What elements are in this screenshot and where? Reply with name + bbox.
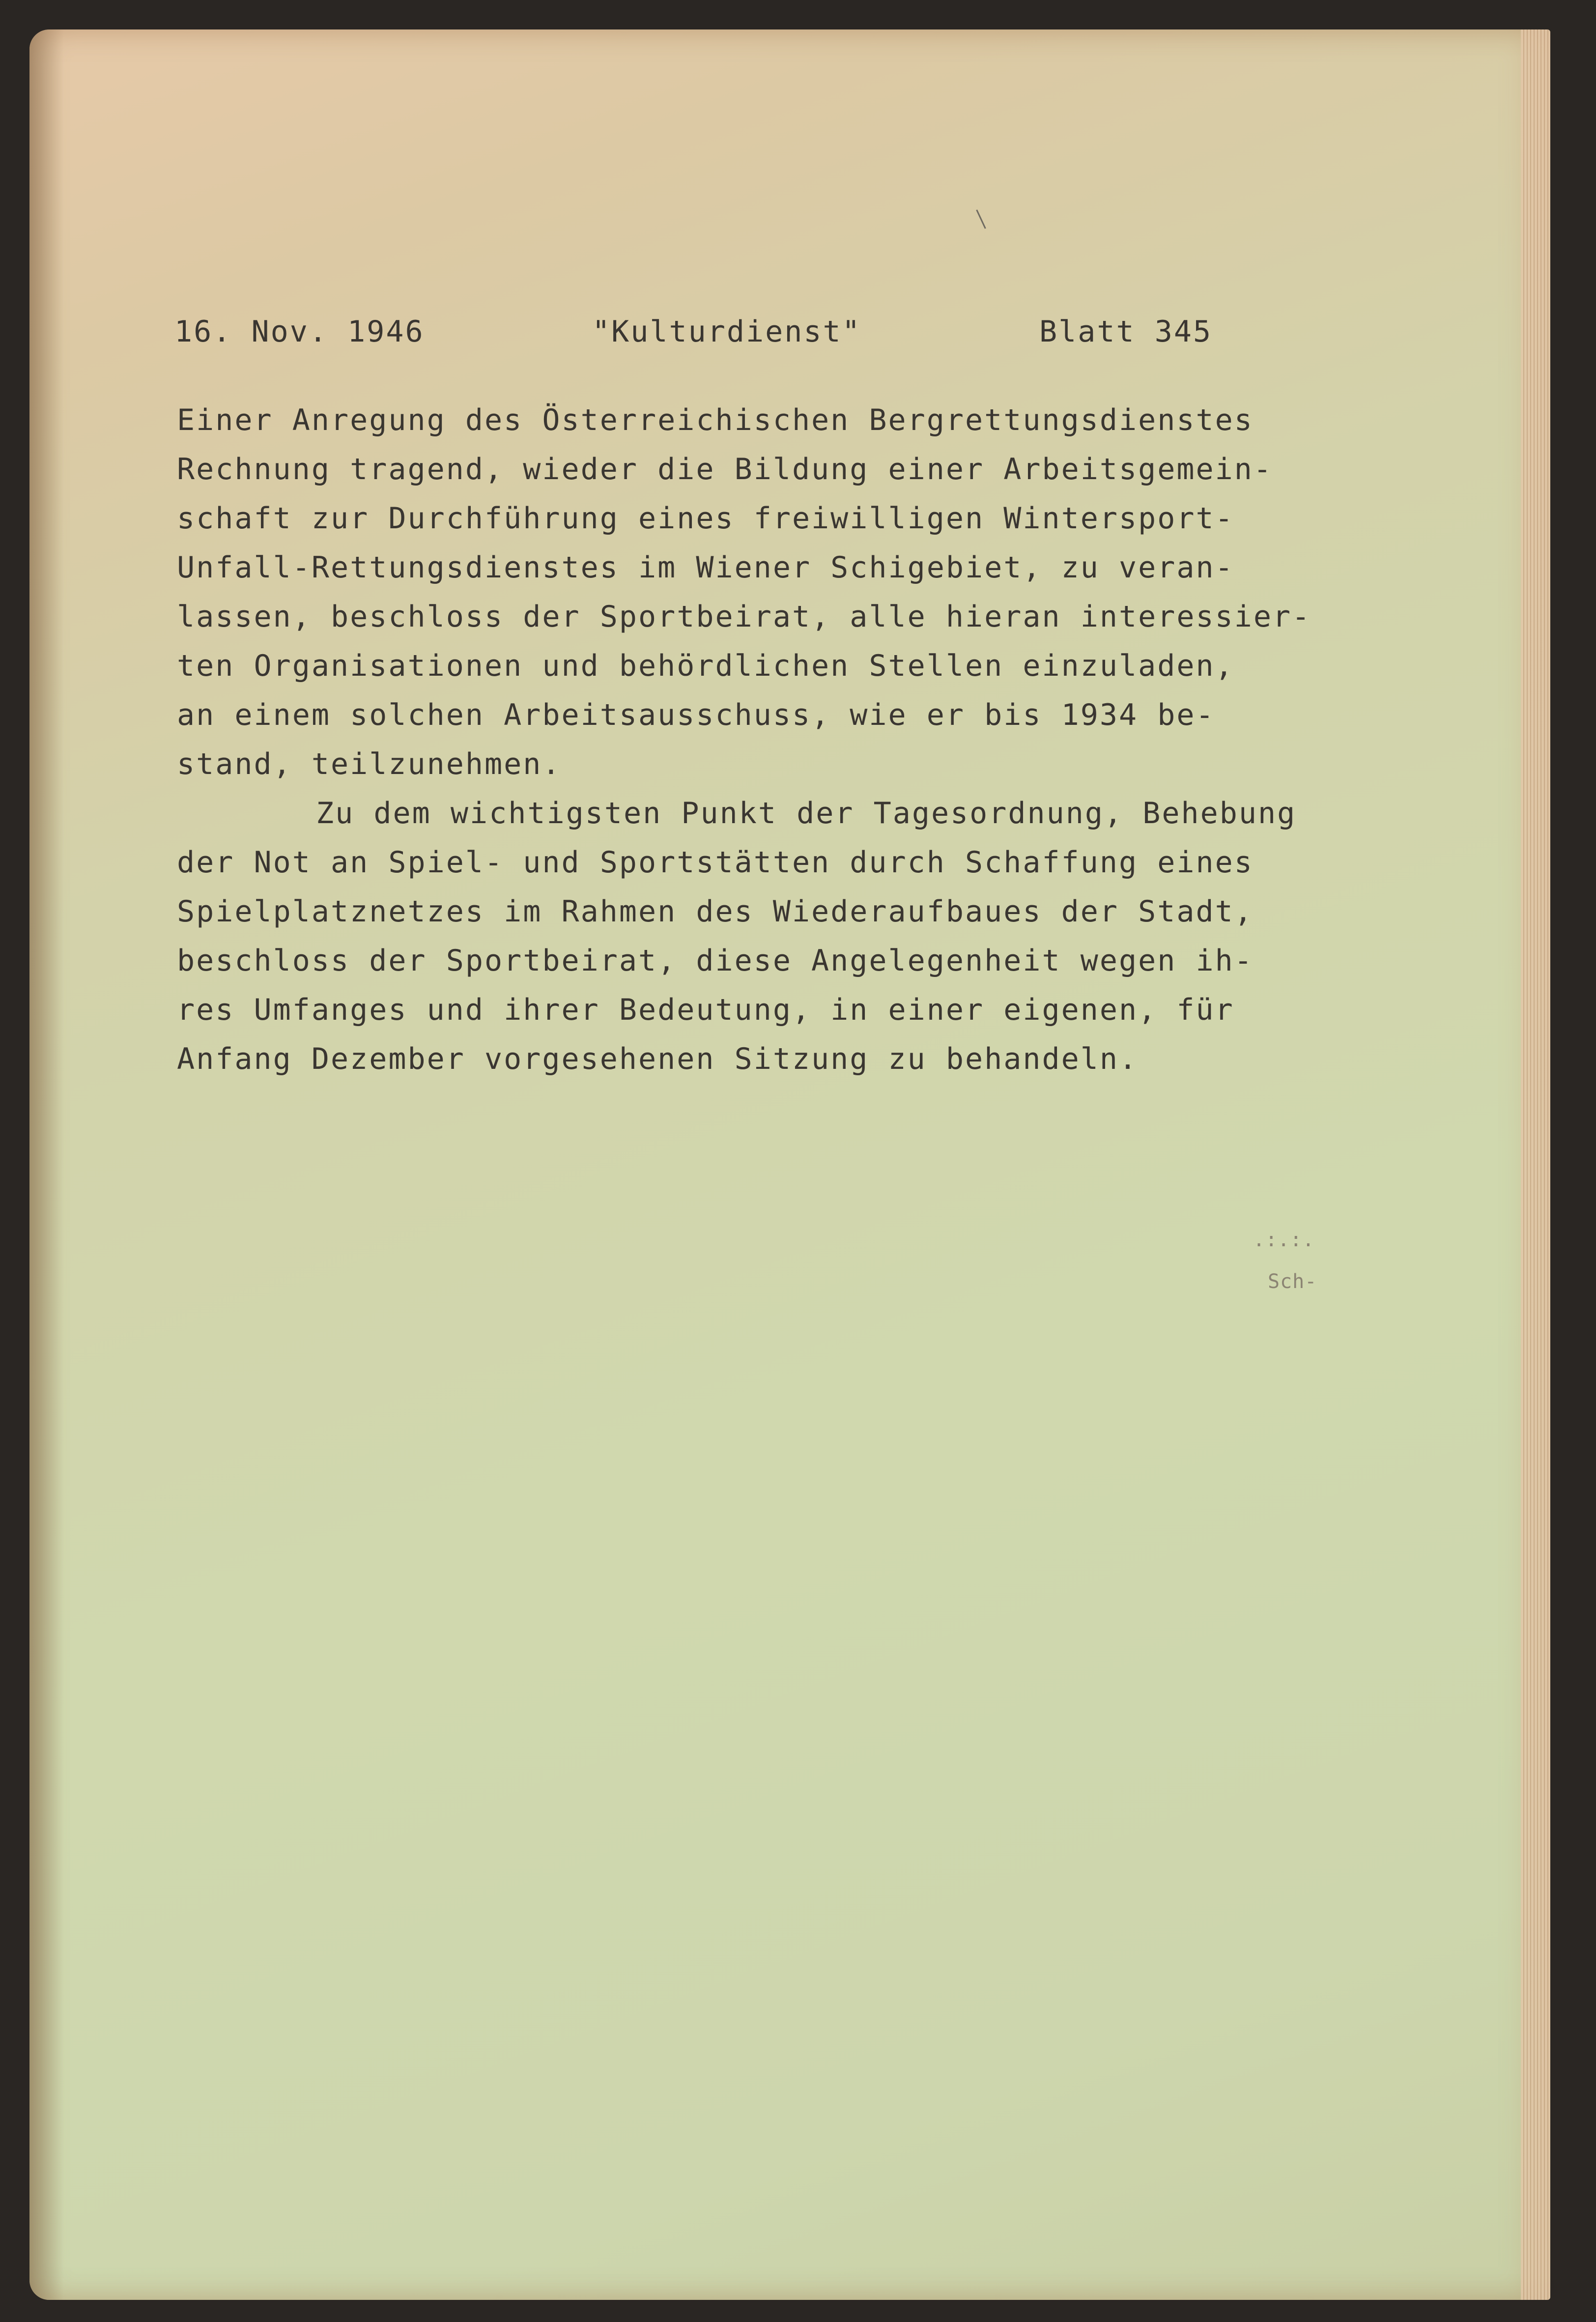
text-line: schaft zur Durchführung eines freiwilligen Wintersport- — [177, 501, 1234, 536]
text-line: Zu dem wichtigsten Punkt der Tagesordnung, Behebung — [316, 796, 1297, 831]
text-line: res Umfanges und ihrer Bedeutung, in einer eigenen, für — [177, 993, 1234, 1027]
text-line: ten Organisationen und behördlichen Stellen einzuladen, — [177, 649, 1234, 683]
faint-initials-top: .:.:. — [1253, 1229, 1315, 1251]
header-sheet-number: Blatt 345 — [1039, 315, 1213, 349]
text-line: Einer Anregung des Österreichischen Bergrettungsdienstes — [177, 403, 1254, 437]
text-line: Rechnung tragend, wieder die Bildung einer Arbeitsgemein- — [177, 452, 1273, 487]
paragraph-1 — [177, 396, 1435, 789]
text-line: beschloss der Sportbeirat, diese Angelegenheit wegen ih- — [177, 944, 1254, 978]
text-line: der Not an Spiel- und Sportstätten durch Schaffung eines — [177, 845, 1254, 880]
paragraph-2 — [177, 789, 1435, 1084]
page-edges — [1521, 29, 1550, 2300]
text-line: lassen, beschloss der Sportbeirat, alle hieran interessier- — [177, 600, 1311, 634]
pen-mark — [976, 209, 986, 229]
page-header — [29, 315, 1550, 359]
text-line: Spielplatznetzes im Rahmen des Wiederaufbaues der Stadt, — [177, 894, 1254, 929]
document-page — [29, 29, 1550, 2300]
text-line: stand, teilzunehmen. — [177, 747, 562, 781]
text-line: Anfang Dezember vorgesehenen Sitzung zu behandeln. — [177, 1042, 1139, 1076]
header-title: "Kulturdienst" — [592, 315, 861, 349]
text-line: Unfall-Rettungsdienstes im Wiener Schigebiet, zu veran- — [177, 550, 1234, 585]
text-line: an einem solchen Arbeitsausschuss, wie er bis 1934 be- — [177, 698, 1215, 732]
spine-shadow — [29, 29, 64, 2300]
faint-initials-bottom: Sch- — [1268, 1270, 1317, 1293]
document-body — [177, 396, 1435, 1084]
header-date: 16. Nov. 1946 — [174, 315, 425, 349]
